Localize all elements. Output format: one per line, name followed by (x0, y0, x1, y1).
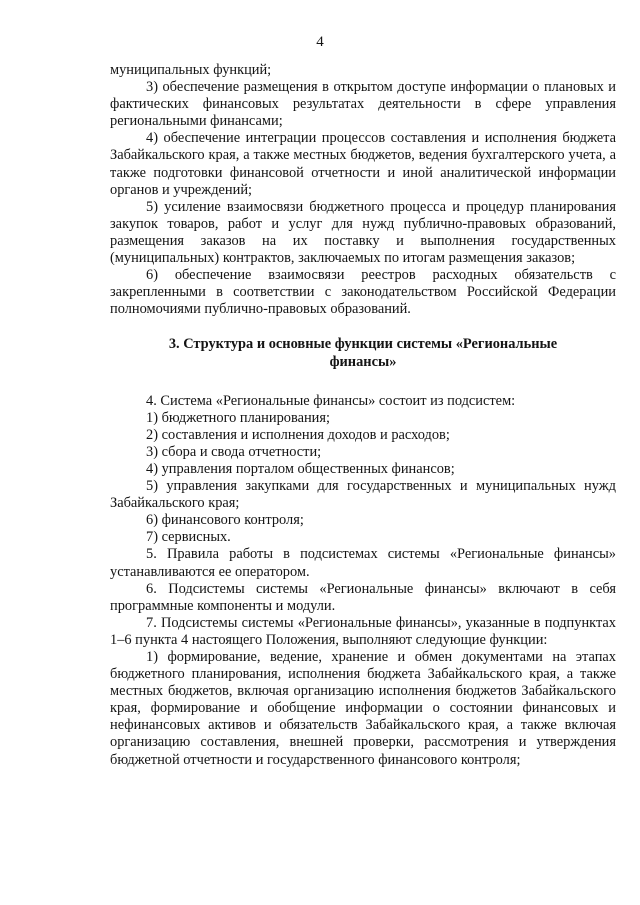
subsystem-2: 2) составления и исполнения доходов и расходов; (146, 426, 450, 443)
list-item-6-registries: 6) обеспечение взаимосвязи реестров расходных обязательств с закрепленными в соответствии с законодательством Российской Федерации полномочиями публично-правовых образований. (110, 267, 616, 318)
function-1: 1) формирование, ведение, хранение и обмен документами на этапах бюджетного планирования, исполнения бюджета Забайкальского края, а также местных бюджетов, включая организацию исполнения бюджетов Забайкальского края, формирование и обобщение информации о состоянии финансовых и нефинансовых активов и обязательств Забайкальского края, а также включая организацию составления, внешней проверки, рассмотрения и утверждения бюджетной отчетности и государственного финансового контроля; (110, 649, 616, 768)
subsystem-5: 5) управления закупками для государственных и муниципальных нужд Забайкальского края; (110, 478, 616, 512)
subsystem-1: 1) бюджетного планирования; (146, 409, 330, 426)
page-number: 4 (316, 34, 324, 50)
section-title: 3. Структура и основные функции системы «Региональные финансы» (168, 336, 558, 370)
clause-5: 5. Правила работы в подсистемах системы «Региональные финансы» устанавливаются ее оператором. (110, 546, 616, 580)
document-body (110, 62, 616, 769)
clause-4-intro: 4. Система «Региональные финансы» состоит из подсистем: (146, 392, 516, 409)
subsystem-7: 7) сервисных. (146, 529, 231, 546)
list-item-3-open-access: 3) обеспечение размещения в открытом доступе информации о плановых и фактических финансовых результатах деятельности в сфере управления региональными финансами; (110, 79, 616, 130)
clause-6: 6. Подсистемы системы «Региональные финансы» включают в себя программные компоненты и модули. (110, 580, 616, 614)
list-item-5-procurement-link: 5) усиление взаимосвязи бюджетного процесса и процедур планирования закупок товаров, работ и услуг для нужд публично-правовых образований, размещения заказов на их поставку и выполнения государственных (муниципальных) контрактов, заключаемых по итогам размещения заказов; (110, 198, 616, 267)
subsystem-3: 3) сбора и свода отчетности; (146, 443, 322, 460)
list-item-4-integration: 4) обеспечение интеграции процессов составления и исполнения бюджета Забайкальского края, а также местных бюджетов, ведения бухгалтерского учета, а также подготовки финансовой отчетности и иной аналитической информации органов и учреждений; (110, 130, 616, 198)
paragraph-continuation: муниципальных функций; (110, 62, 272, 78)
subsystem-4: 4) управления порталом общественных финансов; (146, 460, 455, 477)
clause-7: 7. Подсистемы системы «Региональные финансы», указанные в подпунктах 1–6 пункта 4 настоящего Положения, выполняют следующие функции: (110, 614, 616, 648)
subsystem-6: 6) финансового контроля; (146, 512, 304, 529)
